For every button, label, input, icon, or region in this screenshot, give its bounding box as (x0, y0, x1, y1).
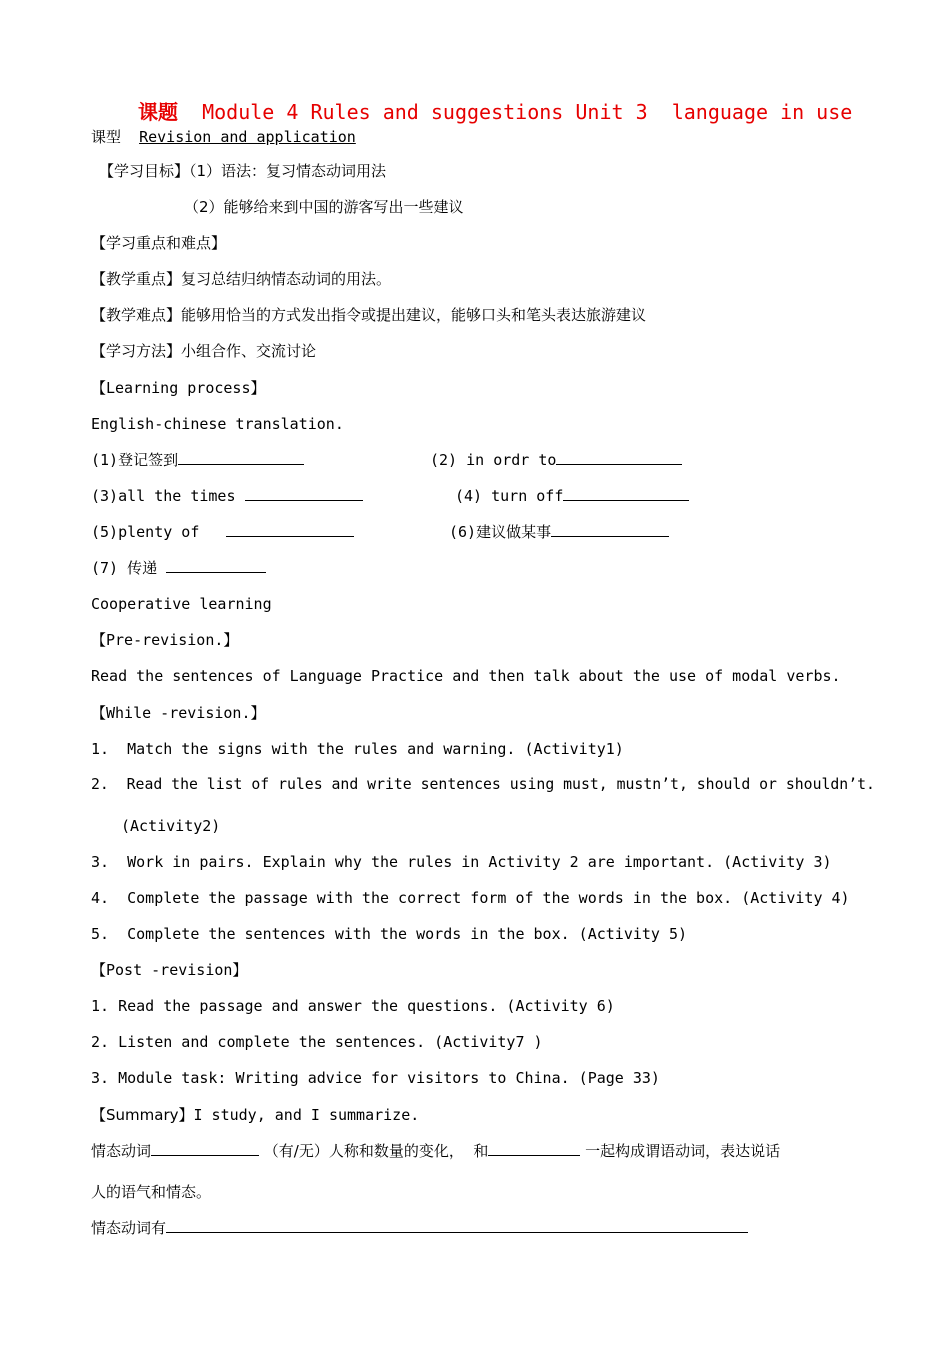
while-revision-item-1: 1. Match the signs with the rules and warning. (Activity1) (91, 740, 624, 758)
objectives-line2: （2）能够给来到中国的游客写出一些建议 (184, 198, 464, 216)
answer-blank[interactable] (166, 1218, 748, 1233)
translation-heading: English-chinese translation. (91, 415, 344, 433)
pre-revision-text: Read the sentences of Language Practice and then talk about the use of modal verbs. (91, 667, 841, 685)
answer-blank[interactable] (166, 558, 266, 573)
answer-blank[interactable] (556, 450, 682, 465)
while-revision-item-4: 4. Complete the passage with the correct form of the words in the box. (Activity 4) (91, 889, 850, 907)
post-revision-item-3: 3. Module task: Writing advice for visitors to China. (Page 33) (91, 1069, 660, 1087)
answer-blank[interactable] (178, 450, 304, 465)
cooperative-heading: Cooperative learning (91, 595, 272, 613)
translation-item-1: (1)登记签到 (91, 450, 304, 470)
objectives-line1: 【学习目标】（1）语法：复习情态动词用法 (99, 162, 387, 180)
learning-process-heading: 【Learning process】 (91, 379, 266, 397)
while-revision-item-2: 2. Read the list of rules and write sentences using must, mustn’t, should or shouldn’t. (91, 776, 875, 793)
while-revision-item-3: 3. Work in pairs. Explain why the rules in Activity 2 are important. (Activity 3) (91, 853, 832, 871)
translation-item-7: (7) 传递 (91, 558, 266, 578)
summary-line-1: 情态动词 （有/无）人称和数量的变化， 和 一起构成谓语动词，表达说话 (91, 1142, 781, 1160)
answer-blank[interactable] (563, 486, 689, 501)
teaching-difficulty: 【教学难点】能够用恰当的方式发出指令或提出建议，能够口头和笔头表达旅游建议 (91, 306, 647, 324)
learning-method: 【学习方法】小组合作、交流讨论 (91, 342, 317, 360)
translation-item-4: (4) turn off (455, 486, 689, 506)
summary-line-2: 人的语气和情态。 (91, 1183, 212, 1201)
translation-item-2: (2) in ordr to (430, 450, 682, 470)
key-points-heading: 【学习重点和难点】 (91, 234, 227, 252)
document-title: 课题 Module 4 Rules and suggestions Unit 3 language in use (138, 100, 853, 124)
while-revision-item-5: 5. Complete the sentences with the words in the box. (Activity 5) (91, 925, 688, 943)
summary-line-3: 情态动词有 (91, 1218, 748, 1238)
post-revision-item-2: 2. Listen and complete the sentences. (Activity7 ) (91, 1033, 543, 1051)
answer-blank[interactable] (551, 522, 669, 537)
course-type: 课型 Revision and application (91, 128, 356, 146)
pre-revision-heading: 【Pre-revision.】 (91, 631, 239, 649)
answer-blank[interactable] (226, 522, 354, 537)
translation-item-3: (3)all the times (91, 486, 363, 506)
translation-item-6: (6)建议做某事 (449, 522, 669, 542)
answer-blank[interactable] (151, 1141, 259, 1156)
summary-heading: 【Summary】I study, and I summarize. (91, 1106, 420, 1124)
while-revision-item-2-cont: (Activity2) (121, 817, 221, 835)
post-revision-item-1: 1. Read the passage and answer the questions. (Activity 6) (91, 997, 615, 1015)
while-revision-heading: 【While -revision.】 (91, 704, 266, 722)
answer-blank[interactable] (245, 486, 363, 501)
answer-blank[interactable] (488, 1141, 580, 1156)
teaching-focus: 【教学重点】复习总结归纳情态动词的用法。 (91, 270, 392, 288)
post-revision-heading: 【Post -revision】 (91, 961, 248, 979)
translation-item-5: (5)plenty of (91, 522, 354, 542)
